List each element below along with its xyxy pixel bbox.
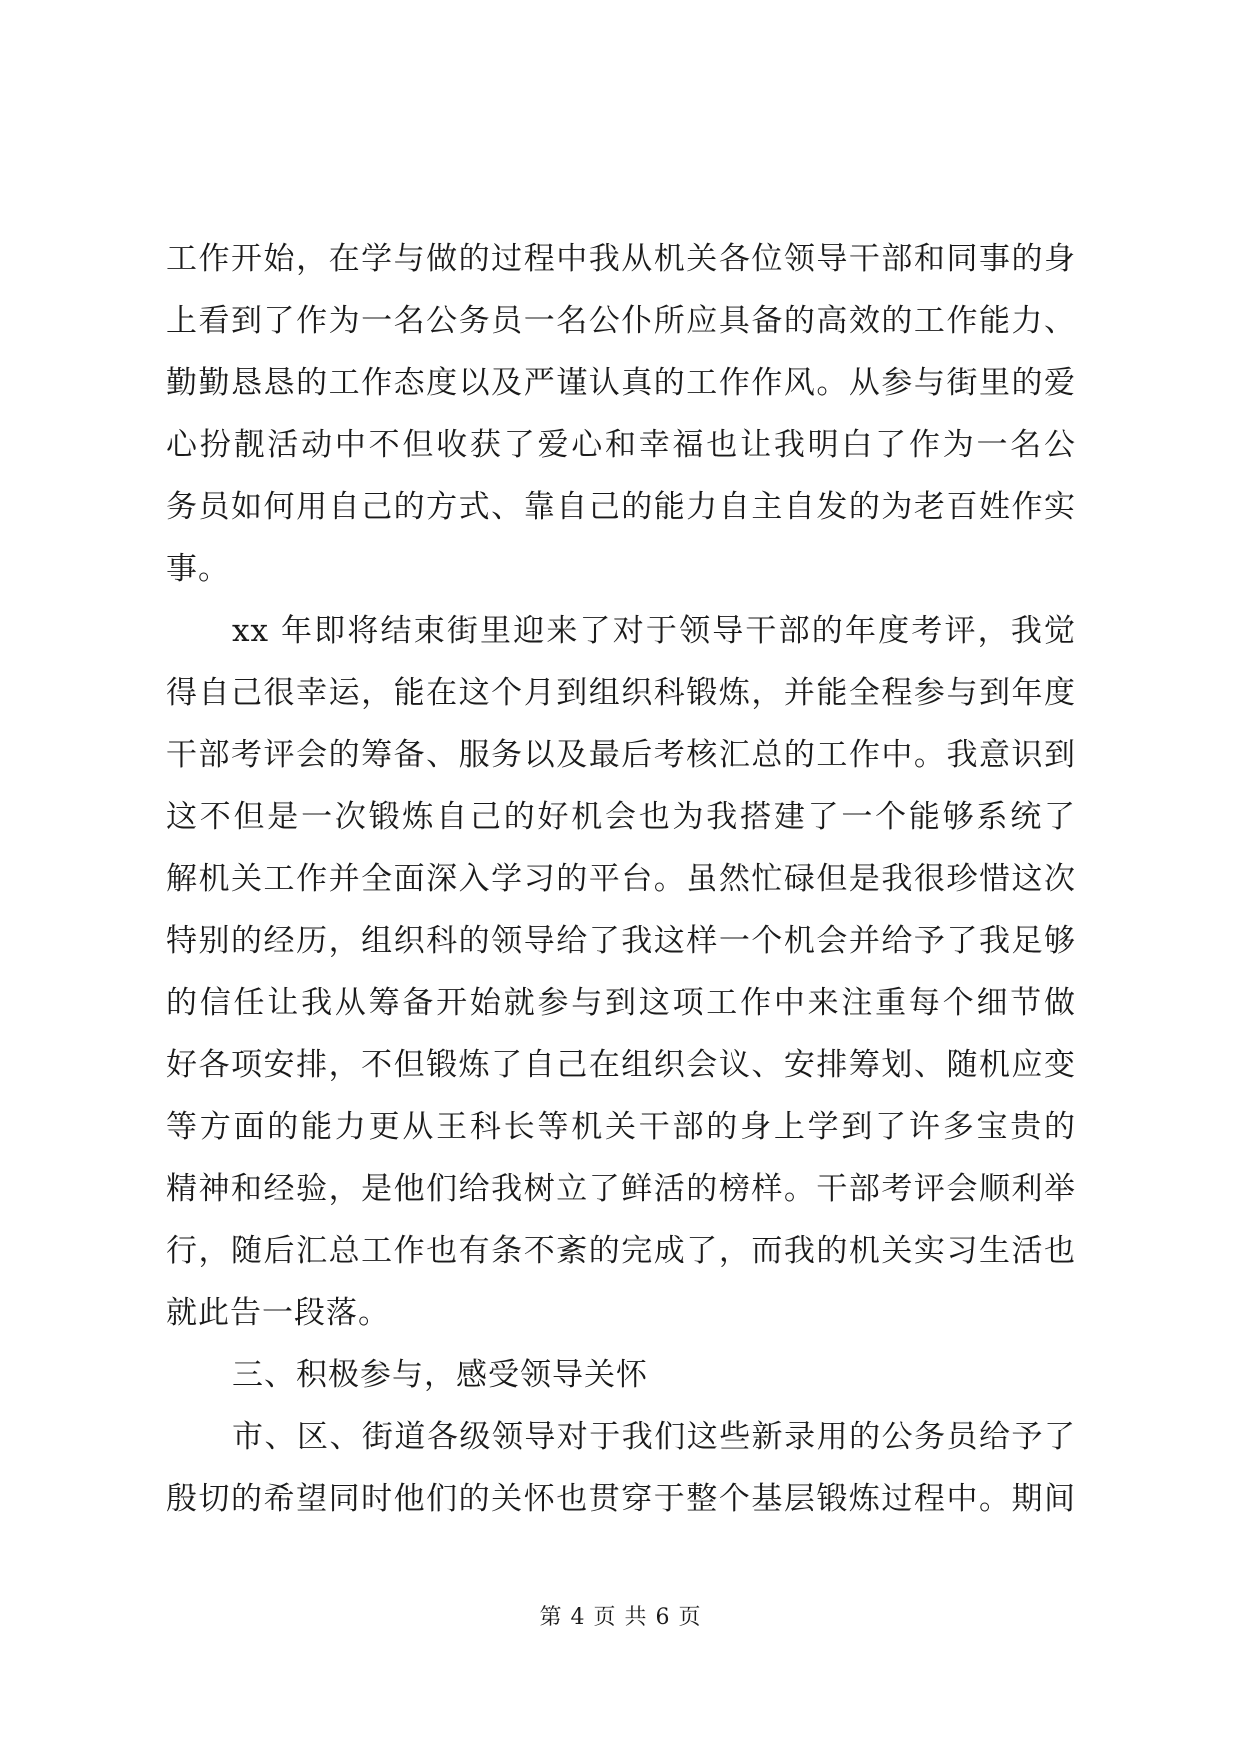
page-number-footer: 第 4 页 共 6 页: [539, 1605, 702, 1630]
text-line: 的信任让我从筹备开始就参与到这项工作中来注重每个细节做: [166, 985, 1076, 1021]
text-line: 勤勤恳恳的工作态度以及严谨认真的工作作风。从参与街里的爱: [166, 365, 1076, 401]
text-line: 事。: [166, 551, 230, 587]
text-line: 心扮靓活动中不但收获了爱心和幸福也让我明白了作为一名公: [166, 427, 1076, 463]
text-line: 上看到了作为一名公务员一名公仆所应具备的高效的工作能力、: [166, 303, 1076, 339]
text-line: 特别的经历，组织科的领导给了我这样一个机会并给予了我足够: [166, 923, 1076, 959]
text-line: 工作开始，在学与做的过程中我从机关各位领导干部和同事的身: [166, 241, 1076, 277]
document-body: [166, 228, 1076, 1530]
text-line: 精神和经验，是他们给我树立了鲜活的榜样。干部考评会顺利举: [166, 1171, 1076, 1207]
text-line: xx 年即将结束街里迎来了对于领导干部的年度考评，我觉: [232, 613, 1076, 649]
text-line: 市、区、街道各级领导对于我们这些新录用的公务员给予了: [232, 1419, 1076, 1455]
text-line: 得自己很幸运，能在这个月到组织科锻炼，并能全程参与到年度: [166, 675, 1076, 711]
text-line: 干部考评会的筹备、服务以及最后考核汇总的工作中。我意识到: [166, 737, 1076, 773]
section-heading: 三、积极参与，感受领导关怀: [232, 1357, 648, 1393]
text-line: 务员如何用自己的方式、靠自己的能力自主自发的为老百姓作实: [166, 489, 1076, 525]
text-line: 就此告一段落。: [166, 1295, 390, 1331]
text-line: 解机关工作并全面深入学习的平台。虽然忙碌但是我很珍惜这次: [166, 861, 1076, 897]
text-line: 这不但是一次锻炼自己的好机会也为我搭建了一个能够系统了: [166, 799, 1076, 835]
text-line: 行，随后汇总工作也有条不紊的完成了，而我的机关实习生活也: [166, 1233, 1076, 1269]
text-line: 好各项安排，不但锻炼了自己在组织会议、安排筹划、随机应变: [166, 1047, 1076, 1083]
text-line: 等方面的能力更从王科长等机关干部的身上学到了许多宝贵的: [166, 1109, 1076, 1145]
text-line: 殷切的希望同时他们的关怀也贯穿于整个基层锻炼过程中。期间: [166, 1481, 1076, 1517]
